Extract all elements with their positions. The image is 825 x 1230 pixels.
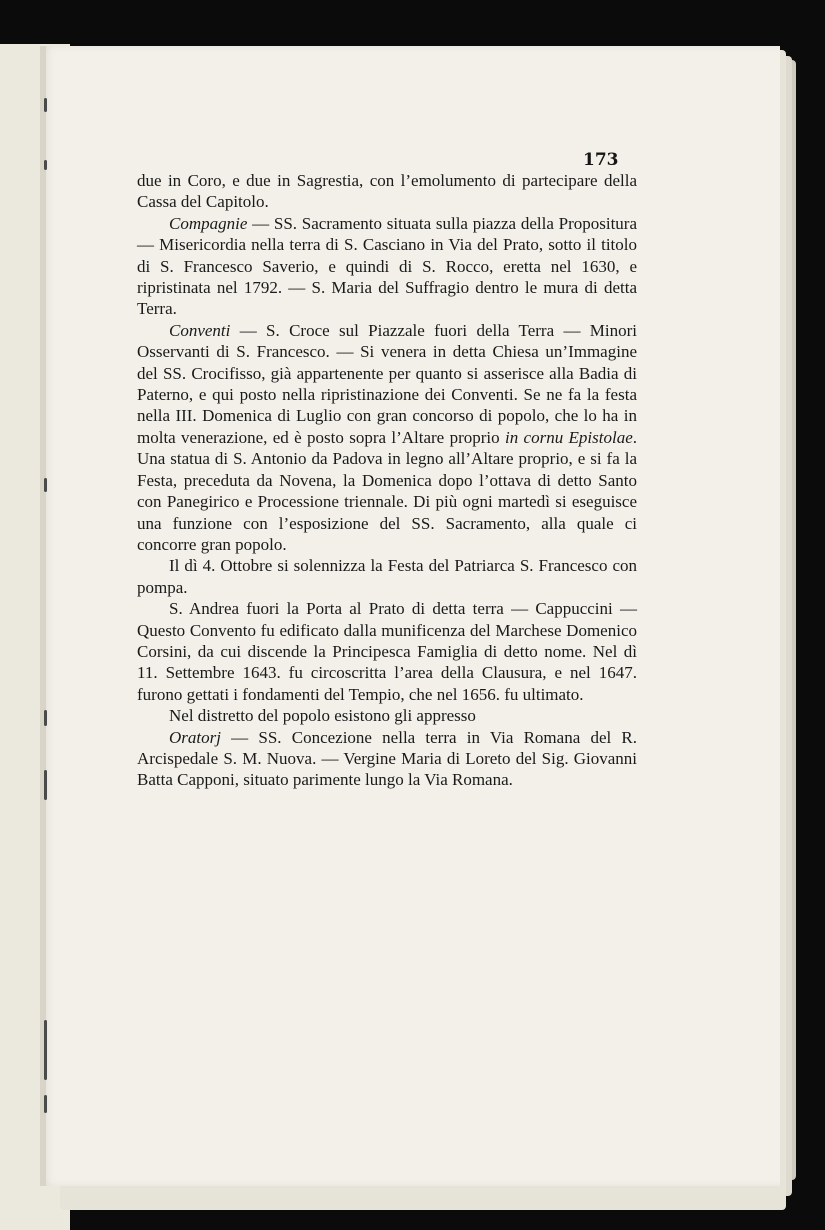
page-number: 173 xyxy=(583,150,619,170)
binding-stitch xyxy=(44,160,47,170)
latin-phrase: in cornu Epistolae xyxy=(504,427,633,447)
binding-stitch xyxy=(44,710,47,726)
section-heading: Compagnie xyxy=(169,213,248,233)
paragraph-text: — SS. Concezione nella terra in Via Romana del R. Arcispedale S. M. Nuova. — Vergine Maria di Loreto del Sig. Giovanni Batta Capponi, situato parimente lungo la Via Romana. xyxy=(137,727,637,790)
paragraph xyxy=(137,727,637,791)
paragraph-text: — S. Croce sul Piazzale fuori della Terra — Minori Osservanti di S. Francesco. — Si venera in detta Chiesa un’Immagine del SS. Crocifisso, già appartenente per quanto si asserisce alla Badia di Paterno, e qui posto nella ripristinazione dei Conventi. Se ne fa la festa nella III. Domenica di Luglio con gran concorso di popolo, che lo ha in molta venerazione, ed è posto sopra l’Altare proprio xyxy=(137,320,637,447)
paragraph: due in Coro, e due in Sagrestia, con l’emolumento di partecipare della Cassa del Capitolo. xyxy=(137,171,637,212)
binding-stitch xyxy=(44,478,47,492)
page-body xyxy=(137,170,637,791)
binding-stitch xyxy=(44,770,47,800)
paragraph xyxy=(137,213,637,320)
paragraph: Nel distretto del popolo esistono gli appresso xyxy=(169,706,476,726)
binding-stitch xyxy=(44,1020,47,1080)
paragraph-text: . Una statua di S. Antonio da Padova in legno all’Altare proprio, e si fa la Festa, preceduta da Novena, la Domenica dopo l’ottava di detto Santo con Panegirico e Processione triennale. Di più ogni martedì si eseguisce una funzione con l’esposizione del SS. Sacramento, alla quale ci concorre gran popolo. xyxy=(137,427,637,554)
section-heading: Oratorj xyxy=(169,727,221,747)
binding-stitch xyxy=(44,98,47,112)
paragraph xyxy=(137,320,637,555)
binding-stitch xyxy=(44,1095,47,1113)
section-heading: Conventi xyxy=(169,320,231,340)
paragraph-text: — SS. Sacramento situata sulla piazza della Propositura — Misericordia nella terra di S. Casciano in Via del Prato, sotto il titolo di S. Francesco Saverio, e quindi di S. Rocco, eretta nel 1630, e ripristinata nel 1792. — S. Maria del Suffragio dentro le mura di detta Terra. xyxy=(137,213,637,319)
page-gutter xyxy=(40,46,46,1186)
paragraph: Il dì 4. Ottobre si solennizza la Festa del Patriarca S. Francesco con pompa. xyxy=(137,556,637,597)
paragraph: S. Andrea fuori la Porta al Prato di detta terra — Cappuccini — Questo Convento fu edificato dalla munificenza del Marchese Domenico Corsini, da cui discende la Principesca Famiglia di detto nome. Nel dì 11. Settembre 1643. fu circoscritta l’area della Clausura, e nel 1647. furono gettati i fondamenti del Tempio, che nel 1656. fu ultimato. xyxy=(137,599,637,704)
